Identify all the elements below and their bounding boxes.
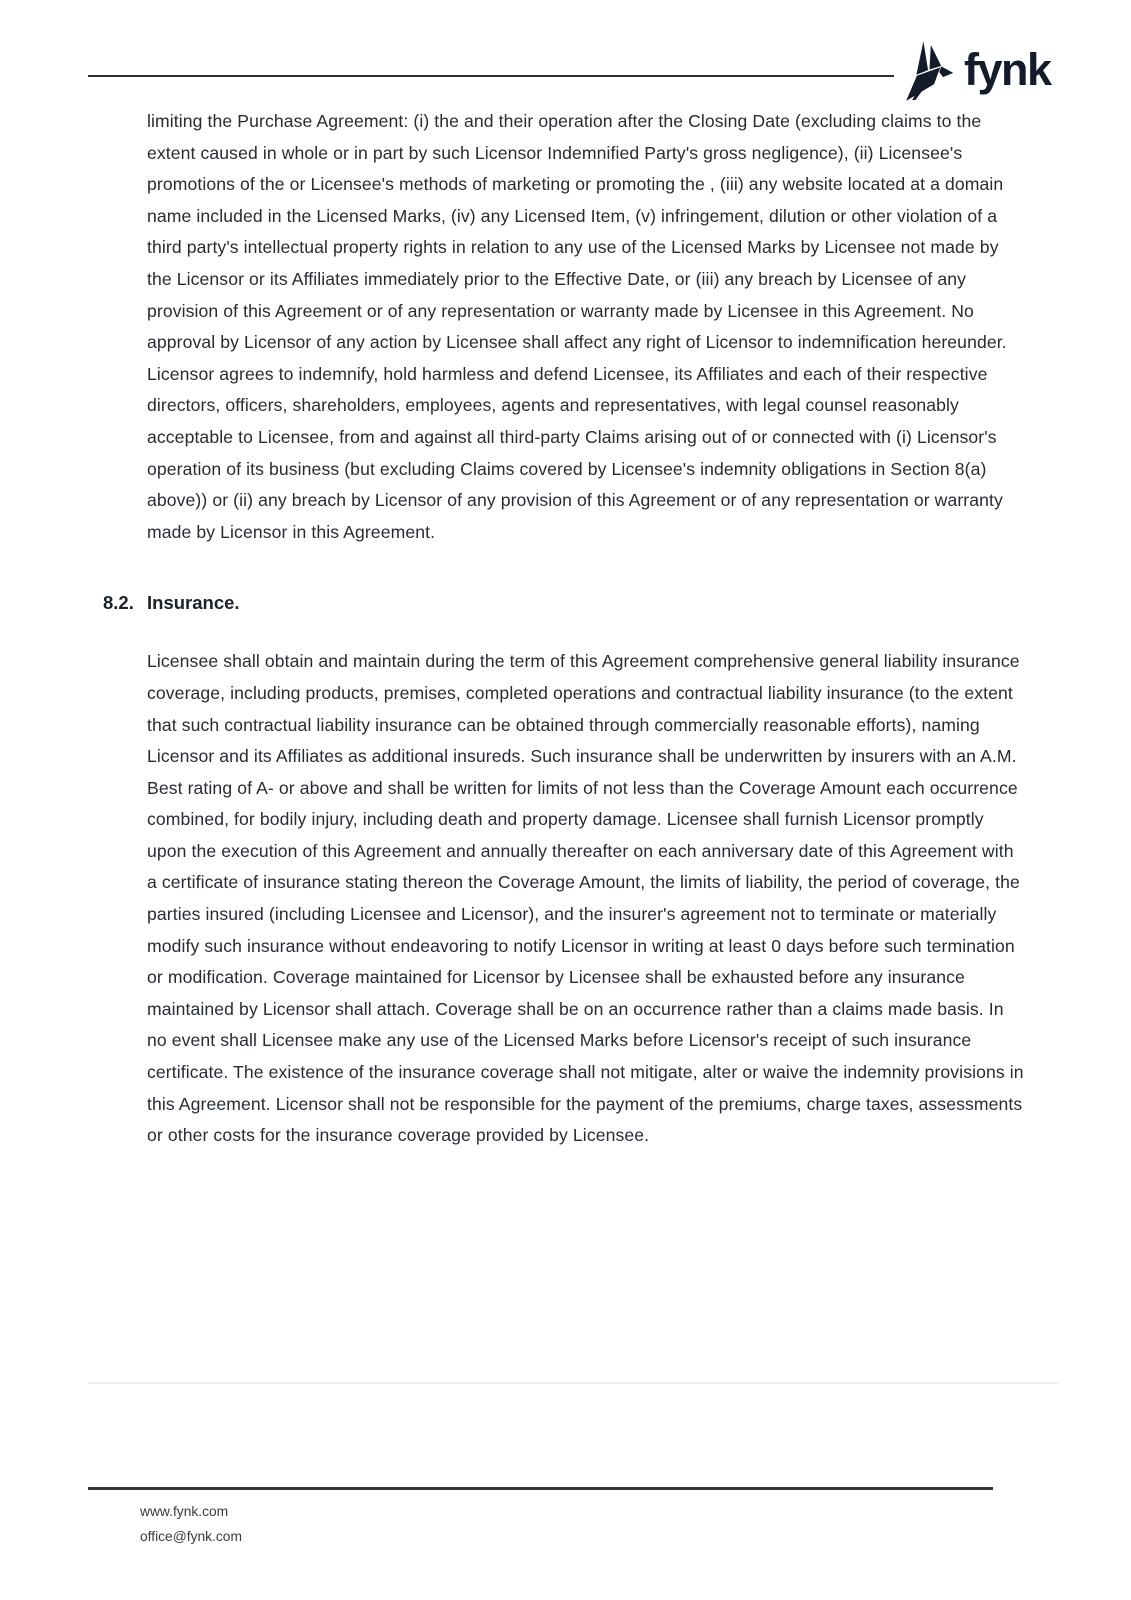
- page-bottom-divider: [88, 1382, 1058, 1384]
- footer: [140, 1499, 242, 1549]
- section-number: 8.2.: [103, 592, 134, 614]
- footer-email: office@fynk.com: [140, 1529, 242, 1544]
- origami-bird-icon: [901, 40, 957, 104]
- section-title: Insurance.: [147, 592, 240, 614]
- header-divider: [88, 75, 894, 77]
- footer-website: www.fynk.com: [140, 1504, 229, 1519]
- brand-logo: [901, 40, 1051, 104]
- paragraph-indemnification: limiting the Purchase Agreement: (i) the and their operation after the Closing Date (excluding claims to the extent caused in whole or in part by such Licensor Indemnified Party's gross negligence), (ii) Licensee's promotions of the or Licensee's methods of marketing or promoting the , (iii) any website located at a domain name included in the Licensed Marks, (iv) any Licensed Item, (v) infringement, dilution or other violation of a third party's intellectual property rights in relation to any use of the Licensed Marks by Licensee not made by the Licensor or its Affiliates immediately prior to the Effective Date, or (iii) any breach by Licensee of any provision of this Agreement or of any representation or warranty made by Licensee in this Agreement. No approval by Licensor of any action by Licensee shall affect any right of Licensor to indemnification hereunder. Licensor agrees to indemnify, hold harmless and defend Licensee, its Affiliates and each of their respective directors, officers, shareholders, employees, agents and representatives, with legal counsel reasonably acceptable to Licensee, from and against all third-party Claims arising out of or connected with (i) Licensor's operation of its business (but excluding Claims covered by Licensee's indemnity obligations in Section 8(a) above)) or (ii) any breach by Licensor of any provision of this Agreement or of any representation or warranty made by Licensor in this Agreement.: [147, 111, 1007, 542]
- contract-body: [103, 106, 1033, 1152]
- footer-divider: [88, 1487, 993, 1490]
- section-heading-insurance: [103, 590, 1033, 616]
- brand-wordmark: fynk: [964, 43, 1051, 95]
- paragraph-insurance: Licensee shall obtain and maintain during the term of this Agreement comprehensive general liability insurance coverage, including products, premises, completed operations and contractual liability insurance (to the extent that such contractual liability insurance can be obtained through commercially reasonable efforts), naming Licensor and its Affiliates as additional insureds. Such insurance shall be underwritten by insurers with an A.M. Best rating of A- or above and shall be written for limits of not less than the Coverage Amount each occurrence combined, for bodily injury, including death and property damage. Licensee shall furnish Licensor promptly upon the execution of this Agreement and annually thereafter on each anniversary date of this Agreement with a certificate of insurance stating thereon the Coverage Amount, the limits of liability, the period of coverage, the parties insured (including Licensee and Licensor), and the insurer's agreement not to terminate or materially modify such insurance without endeavoring to notify Licensor in writing at least 0 days before such termination or modification. Coverage maintained for Licensor by Licensee shall be exhausted before any insurance maintained by Licensor shall attach. Coverage shall be on an occurrence rather than a claims made basis. In no event shall Licensee make any use of the Licensed Marks before Licensor's receipt of such insurance certificate. The existence of the insurance coverage shall not mitigate, alter or waive the indemnity provisions in this Agreement. Licensor shall not be responsible for the payment of the premiums, charge taxes, assessments or other costs for the insurance coverage provided by Licensee.: [147, 651, 1024, 1146]
